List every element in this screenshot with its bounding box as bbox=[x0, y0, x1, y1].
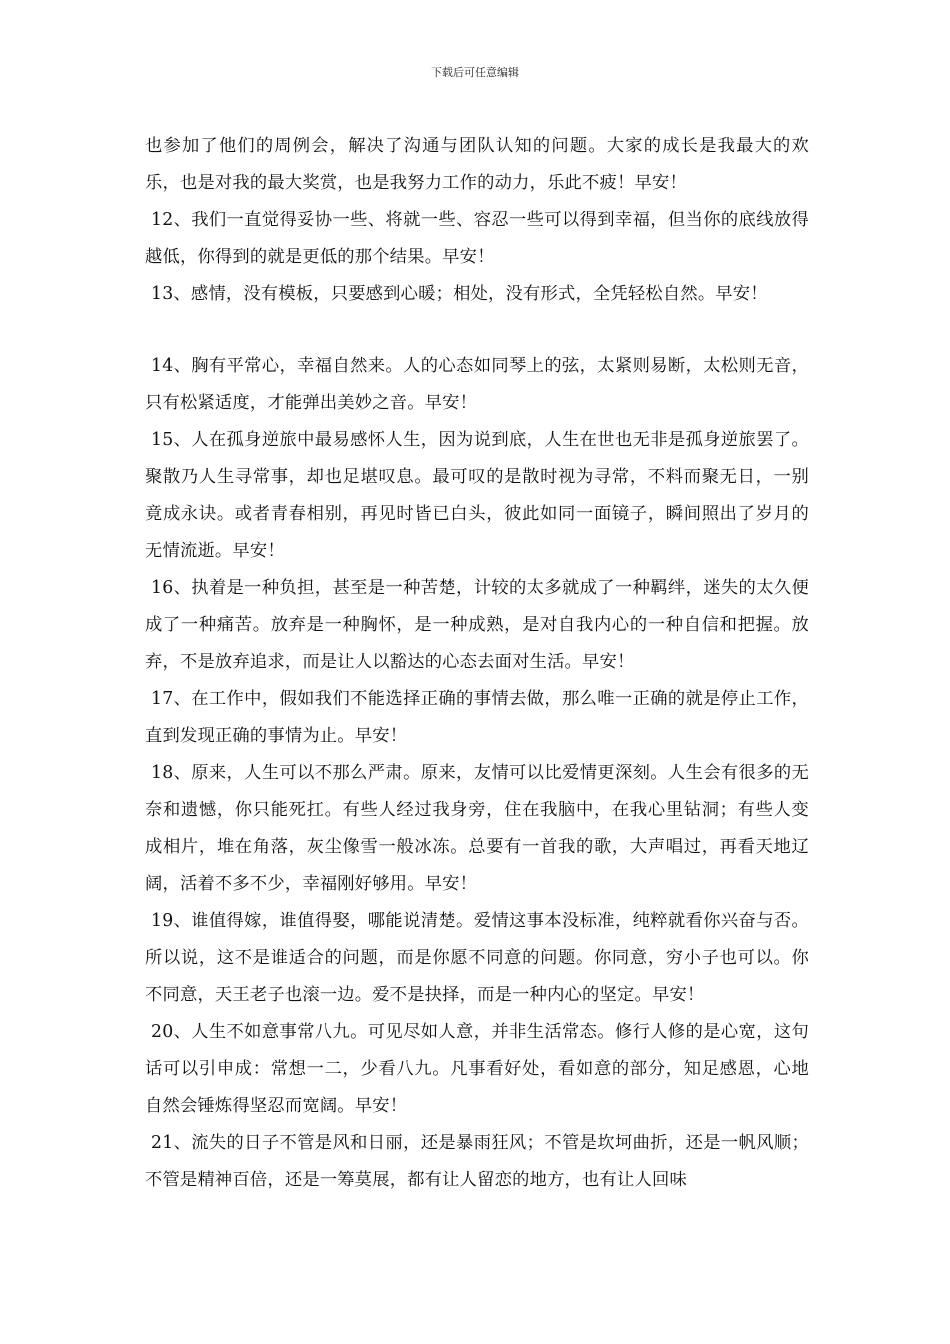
paragraph-19: 19、谁值得嫁，谁值得娶，哪能说清楚。爱情这事本没标准，纯粹就看你兴奋与否。所以说，这不是谁适合的问题，而是你愿不同意的问题。你同意，穷小子也可以。你不同意，天王老子也滚一边。爱不是抉择，而是一种内心的坚定。早安！ bbox=[145, 911, 809, 1005]
paragraph-18: 18、原来，人生可以不那么严肃。原来，友情可以比爱情更深刻。人生会有很多的无奈和遗憾，你只能死扛。有些人经过我身旁，住在我脑中，在我心里钻洞；有些人变成相片，堆在角落，灰尘像雪一般冰冻。总要有一首我的歌，大声唱过，再看天地辽阔，活着不多不少，幸福刚好够用。早安！ bbox=[145, 763, 809, 894]
paragraph-17: 17、在工作中，假如我们不能选择正确的事情去做，那么唯一正确的就是停止工作，直到发现正确的事情为止。早安！ bbox=[145, 689, 809, 746]
paragraph-20: 20、人生不如意事常八九。可见尽如人意，并非生活常态。修行人修的是心宽，这句话可以引申成：常想一二，少看八九。凡事看好处，看如意的部分，知足感恩，心地自然会锤炼得坚忍而宽阔。早安！ bbox=[145, 1022, 809, 1116]
paragraph-12: 12、我们一直觉得妥协一些、将就一些、容忍一些可以得到幸福，但当你的底线放得越低，你得到的就是更低的那个结果。早安！ bbox=[145, 210, 809, 267]
paragraph-14: 14、胸有平常心，幸福自然来。人的心态如同琴上的弦，太紧则易断，太松则无音，只有松紧适度，才能弹出美妙之音。早安！ bbox=[145, 356, 809, 413]
paragraph-continuation: 也参加了他们的周例会，解决了沟通与团队认知的问题。大家的成长是我最大的欢乐，也是对我的最大奖赏，也是我努力工作的动力，乐此不疲！早安！ bbox=[145, 136, 809, 193]
paragraph-13: 13、感情，没有模板，只要感到心暖；相处，没有形式，全凭轻松自然。早安！ bbox=[151, 284, 768, 304]
paragraph-21: 21、流失的日子不管是风和日丽，还是暴雨狂风；不管是坎坷曲折，还是一帆风顺；不管是精神百倍，还是一筹莫展，都有让人留恋的地方，也有让人回味 bbox=[145, 1133, 809, 1190]
paragraph-gap bbox=[145, 313, 809, 348]
document-body bbox=[145, 128, 809, 1199]
paragraph-15: 15、人在孤身逆旅中最易感怀人生，因为说到底，人生在世也无非是孤身逆旅罢了。聚散乃人生寻常事，却也足堪叹息。最可叹的是散时视为寻常，不料而聚无日，一别竟成永诀。或者青春相别，再见时皆已白头，彼此如同一面镜子，瞬间照出了岁月的无情流逝。早安！ bbox=[145, 430, 809, 561]
paragraph-16: 16、执着是一种负担，甚至是一种苦楚，计较的太多就成了一种羁绊，迷失的太久便成了一种痛苦。放弃是一种胸怀，是一种成熟，是对自我内心的一种自信和把握。放弃，不是放弃追求，而是让人以豁达的心态去面对生活。早安！ bbox=[145, 578, 809, 672]
page-header: 下载后可任意编辑 bbox=[431, 66, 519, 79]
